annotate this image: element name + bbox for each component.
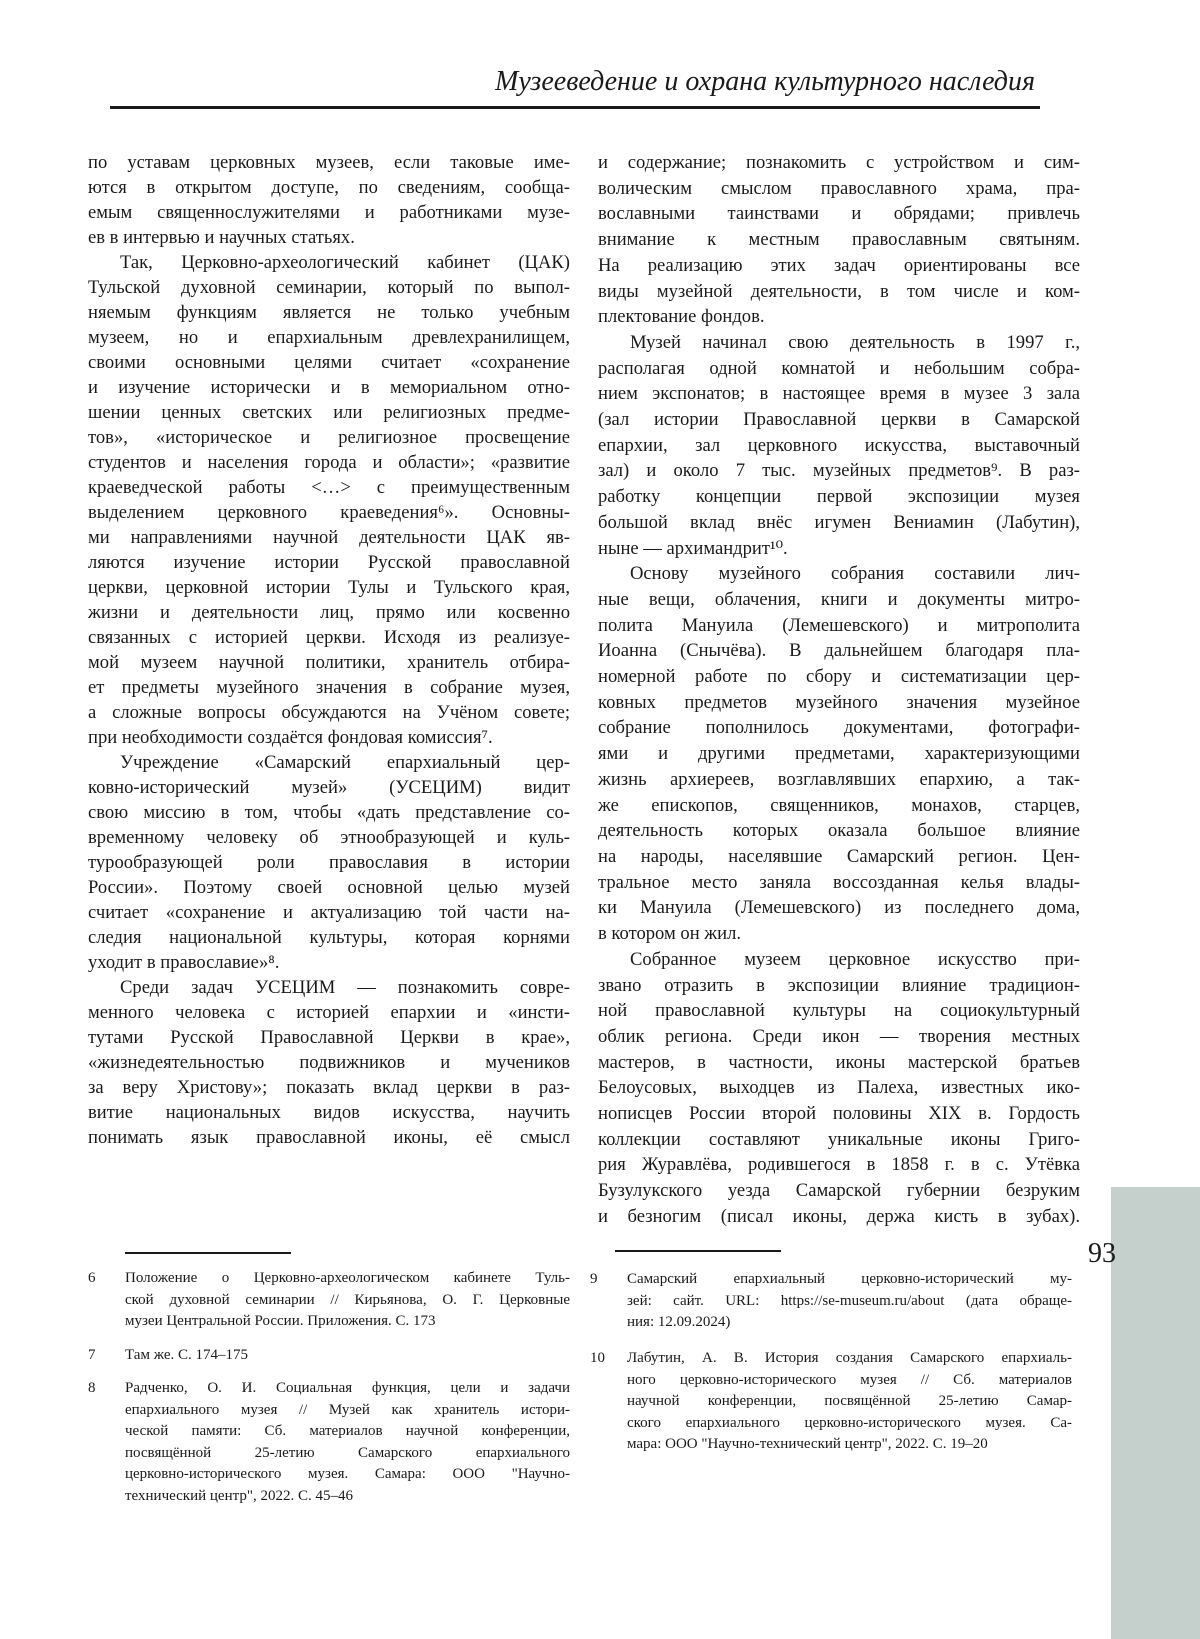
text-line: работку концепции первой экспозиции музея [598,484,1080,510]
footnote-number: 7 [88,1345,96,1367]
text-line: Основу музейного собрания составили лич- [598,561,1080,587]
footnote-line: ской духовной семинарии // Кирьянова, О. Г. Церковные [125,1290,570,1312]
text-line: звано отразить в экспозиции влияние традицион- [598,973,1080,999]
text-line: ныне — архимандрит¹⁰. [598,536,1080,562]
text-line: своими основными целями считает «сохранение [88,350,570,375]
text-line: понимать язык православной иконы, её смысл [88,1125,570,1150]
text-line: следия национальной культуры, которая корнями [88,925,570,950]
text-line: считает «сохранение и актуализацию той части на- [88,900,570,925]
text-line: за веру Христову»; показать вклад церкви в раз- [88,1075,570,1100]
text-line: церкви, церковной истории Тулы и Тульского края, [88,575,570,600]
text-line: уходит в православие»⁸. [88,950,570,975]
text-line: свою миссию в том, чтобы «дать представление со- [88,800,570,825]
text-line: связанных с историей церкви. Исходя из реализуе- [88,625,570,650]
text-line: Так, Церковно-археологический кабинет (ЦАК) [88,250,570,275]
text-line: и содержание; познакомить с устройством и сим- [598,150,1080,176]
text-line: музеем, но и епархиальным древлехранилищем, [88,325,570,350]
text-line: внимание к местным православным святыням. [598,227,1080,253]
page-number: 93 [1088,1238,1116,1270]
text-line: ной православной культуры на социокультурный [598,998,1080,1024]
text-line: жизни и деятельности лиц, прямо или косвенно [88,600,570,625]
footnote-separator-left [125,1252,291,1254]
text-line: Среди задач УСЕЦИМ — познакомить совре- [88,975,570,1000]
text-line: на народы, населявшие Самарский регион. Цен- [598,844,1080,870]
text-line: витие национальных видов искусства, научить [88,1100,570,1125]
running-head-title: Музееведение и охрана культурного наследия [495,66,1035,98]
text-line: виды музейной деятельности, в том числе и ком- [598,279,1080,305]
text-line: выделением церковного краеведения⁶». Основны- [88,500,570,525]
footnote-line: ского епархиального церковно-исторического музея. Са- [627,1413,1072,1435]
text-line: ются в открытом доступе, по сведениям, сообща- [88,175,570,200]
text-line: епархии, зал церковного искусства, выставочный [598,433,1080,459]
footnote-line: технический центр", 2022. С. 45–46 [125,1486,570,1508]
text-line: Собранное музеем церковное искусство при- [598,947,1080,973]
footnote-line: музеи Центральной России. Приложения. С. 173 [125,1311,570,1333]
text-line: няемым функциям является не только учебным [88,300,570,325]
text-line: Музей начинал свою деятельность в 1997 г., [598,330,1080,356]
text-line: же епископов, священников, монахов, старцев, [598,793,1080,819]
text-line: временному человеку об этнообразующей и куль- [88,825,570,850]
text-line: ет предметы музейного значения в собрание музея, [88,675,570,700]
text-line: собрание пополнилось документами, фотографи- [598,715,1080,741]
text-line: вославными таинствами и обрядами; привлечь [598,201,1080,227]
text-line: ми направлениями научной деятельности ЦАК яв- [88,525,570,550]
text-line: жизнь архиереев, возглавлявших епархию, а так- [598,767,1080,793]
text-line: Учреждение «Самарский епархиальный цер- [88,750,570,775]
footnote-number: 8 [88,1378,96,1400]
text-line: мастеров, в частности, иконы мастерской братьев [598,1050,1080,1076]
text-line: (зал истории Православной церкви в Самарской [598,407,1080,433]
footnote-line: посвящённой 25-летию Самарского епархиального [125,1443,570,1465]
text-line: зал) и около 7 тыс. музейных предметов⁹. В раз- [598,458,1080,484]
footnote-line: Положение о Церковно-археологическом кабинете Туль- [125,1268,570,1290]
text-line: а сложные вопросы обсуждаются на Учёном совете; [88,700,570,725]
text-line: и безногим (писал иконы, держа кисть в зубах). [598,1204,1080,1230]
text-line: нием экспонатов; в настоящее время в музее 3 зала [598,381,1080,407]
text-line: ковно-исторический музей» (УСЕЦИМ) видит [88,775,570,800]
text-line: России». Поэтому своей основной целью музей [88,875,570,900]
left-column [88,150,570,1150]
text-line: коллекции составляют уникальные иконы Григо- [598,1127,1080,1153]
text-line: Иоанна (Снычёва). В дальнейшем благодаря пла- [598,638,1080,664]
footnote-separator-right [615,1250,781,1252]
text-line: На реализацию этих задач ориентированы все [598,253,1080,279]
text-line: менного человека с историей епархии и «инсти- [88,1000,570,1025]
right-column [598,150,1080,1230]
page-tab [1111,1187,1200,1639]
text-line: ями и другими предметами, характеризующими [598,741,1080,767]
footnote-line: церковно-исторического музея. Самара: ООО "Научно- [125,1464,570,1486]
text-line: шении ценных светских или религиозных предме- [88,400,570,425]
text-line: емым священнослужителями и работниками музе- [88,200,570,225]
text-line: нописцев России второй половины XIX в. Гордость [598,1101,1080,1127]
text-line: ляются изучение истории Русской православной [88,550,570,575]
footnote-line: ческой памяти: Сб. материалов научной конференции, [125,1421,570,1443]
footnote-number: 10 [590,1348,605,1370]
footnote-line: Самарский епархиальный церковно-исторический му- [627,1269,1072,1291]
text-line: студентов и населения города и области»; «развитие [88,450,570,475]
text-line: тов», «историческое и религиозное просвещение [88,425,570,450]
text-line: мой музеем научной политики, хранитель отбира- [88,650,570,675]
footnote-line: научной конференции, посвящённой 25-летию Самар- [627,1391,1072,1413]
text-line: ные вещи, облачения, книги и документы митро- [598,587,1080,613]
text-line: тутами Русской Православной Церкви в крае», [88,1025,570,1050]
footnote-line: ного церковно-исторического музея // Сб. материалов [627,1370,1072,1392]
footnote-line: Лабутин, А. В. История создания Самарского епархиаль- [627,1348,1072,1370]
text-line: Тульской духовной семинарии, который по выпол- [88,275,570,300]
text-line: номерной работе по сбору и систематизации цер- [598,664,1080,690]
text-line: облик региона. Среди икон — творения местных [598,1024,1080,1050]
footnote-line: Радченко, О. И. Социальная функция, цели и задачи [125,1378,570,1400]
footnote-number: 6 [88,1268,96,1290]
text-line: Белоусовых, выходцев из Палеха, известных ико- [598,1075,1080,1101]
text-line: волическим смыслом православного храма, пра- [598,176,1080,202]
header-rule [110,106,1040,109]
footnote-line: Там же. С. 174–175 [125,1345,570,1367]
text-line: рия Журавлёва, родившегося в 1858 г. в с. Утёвка [598,1152,1080,1178]
text-line: плектование фондов. [598,304,1080,330]
footnote-line: епархиального музея // Музей как хранитель истори- [125,1400,570,1422]
text-line: полита Мануила (Лемешевского) и митрополита [598,613,1080,639]
footnote-number: 9 [590,1269,598,1291]
text-line: деятельность которых оказала большое влияние [598,818,1080,844]
footnote-line[interactable]: зей: сайт. URL: https://se-museum.ru/about (дата обраще- [627,1291,1072,1313]
text-line: располагая одной комнатой и небольшим собра- [598,356,1080,382]
text-line: ки Мануила (Лемешевского) из последнего дома, [598,895,1080,921]
footnote-line: ния: 12.09.2024) [627,1312,1072,1334]
text-line: при необходимости создаётся фондовая комиссия⁷. [88,725,570,750]
text-line: краеведческой работы <…> с преимущественным [88,475,570,500]
footnote-line: мара: ООО "Научно-технический центр", 2022. С. 19–20 [627,1434,1072,1456]
text-line: в котором он жил. [598,921,1080,947]
text-line: Бузулукского уезда Самарской губернии безруким [598,1178,1080,1204]
text-line: ковных предметов музейного значения музейное [598,690,1080,716]
text-line: большой вклад внёс игумен Вениамин (Лабутин), [598,510,1080,536]
text-line: турообразующей роли православия в истории [88,850,570,875]
text-line: ев в интервью и научных статьях. [88,225,570,250]
text-line: и изучение исторически и в мемориальном отно- [88,375,570,400]
text-line: тральное место заняла воссозданная келья влады- [598,870,1080,896]
text-line: «жизнедеятельностью подвижников и мучеников [88,1050,570,1075]
text-line: по уставам церковных музеев, если таковые име- [88,150,570,175]
